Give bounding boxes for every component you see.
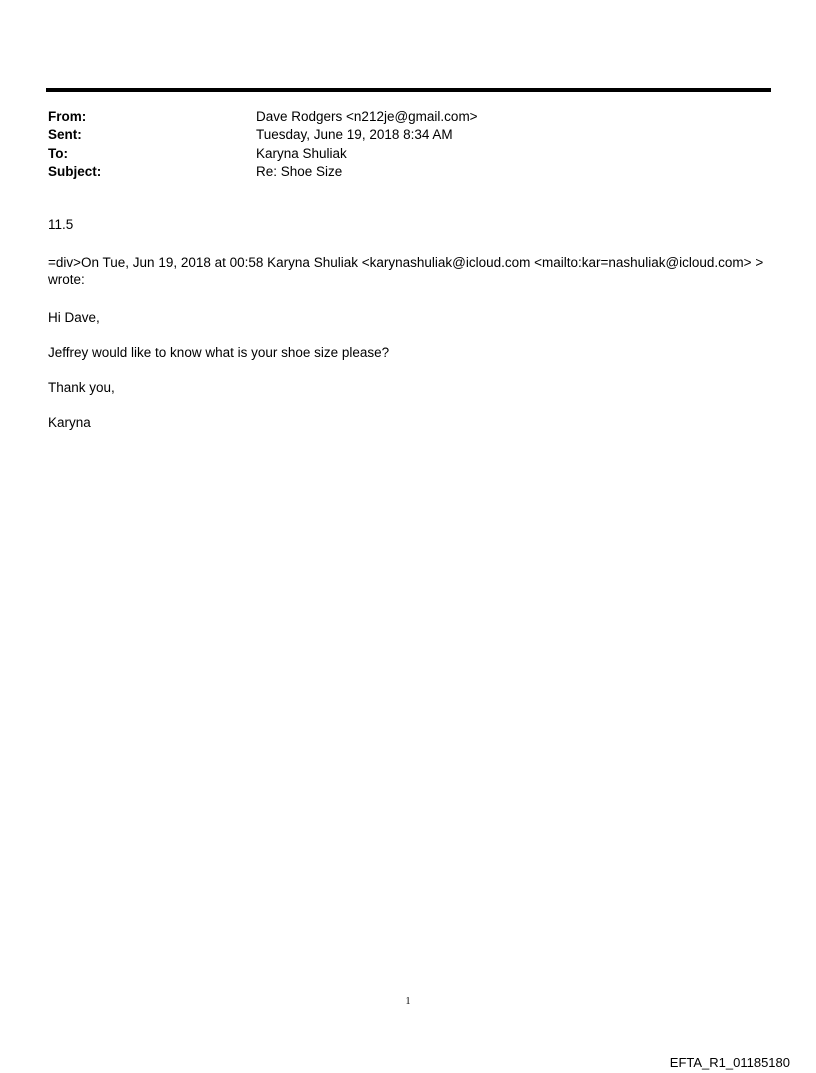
subject-row bbox=[48, 163, 478, 181]
closing-text: Thank you, bbox=[48, 380, 115, 395]
signature-text: Karyna bbox=[48, 415, 91, 430]
to-value: Karyna Shuliak bbox=[256, 145, 347, 161]
sent-value: Tuesday, June 19, 2018 8:34 AM bbox=[256, 127, 453, 143]
reply-text: 11.5 bbox=[48, 217, 74, 232]
from-value: Dave Rodgers <n212je@gmail.com> bbox=[256, 109, 478, 124]
quote-header-line-2: wrote: bbox=[48, 272, 85, 287]
quote-header-line-1: =div>On Tue, Jun 19, 2018 at 00:58 Karyna Shuliak <karynashuliak@icloud.com <mailto:kar=nashuliak@icloud.com> > bbox=[48, 255, 764, 270]
message-text: Jeffrey would like to know what is your shoe size please? bbox=[48, 345, 390, 360]
sent-row bbox=[48, 126, 478, 144]
to-label: To: bbox=[48, 145, 68, 161]
email-header bbox=[48, 108, 478, 182]
page-number: 1 bbox=[405, 996, 411, 1007]
from-label: From: bbox=[48, 109, 87, 124]
to-row bbox=[48, 145, 478, 163]
subject-label: Subject: bbox=[48, 164, 102, 180]
greeting-text: Hi Dave, bbox=[48, 310, 100, 325]
subject-value: Re: Shoe Size bbox=[256, 164, 343, 180]
header-divider bbox=[46, 88, 771, 92]
from-row bbox=[48, 108, 478, 126]
bates-number: EFTA_R1_01185180 bbox=[669, 1055, 790, 1070]
sent-label: Sent: bbox=[48, 127, 82, 143]
